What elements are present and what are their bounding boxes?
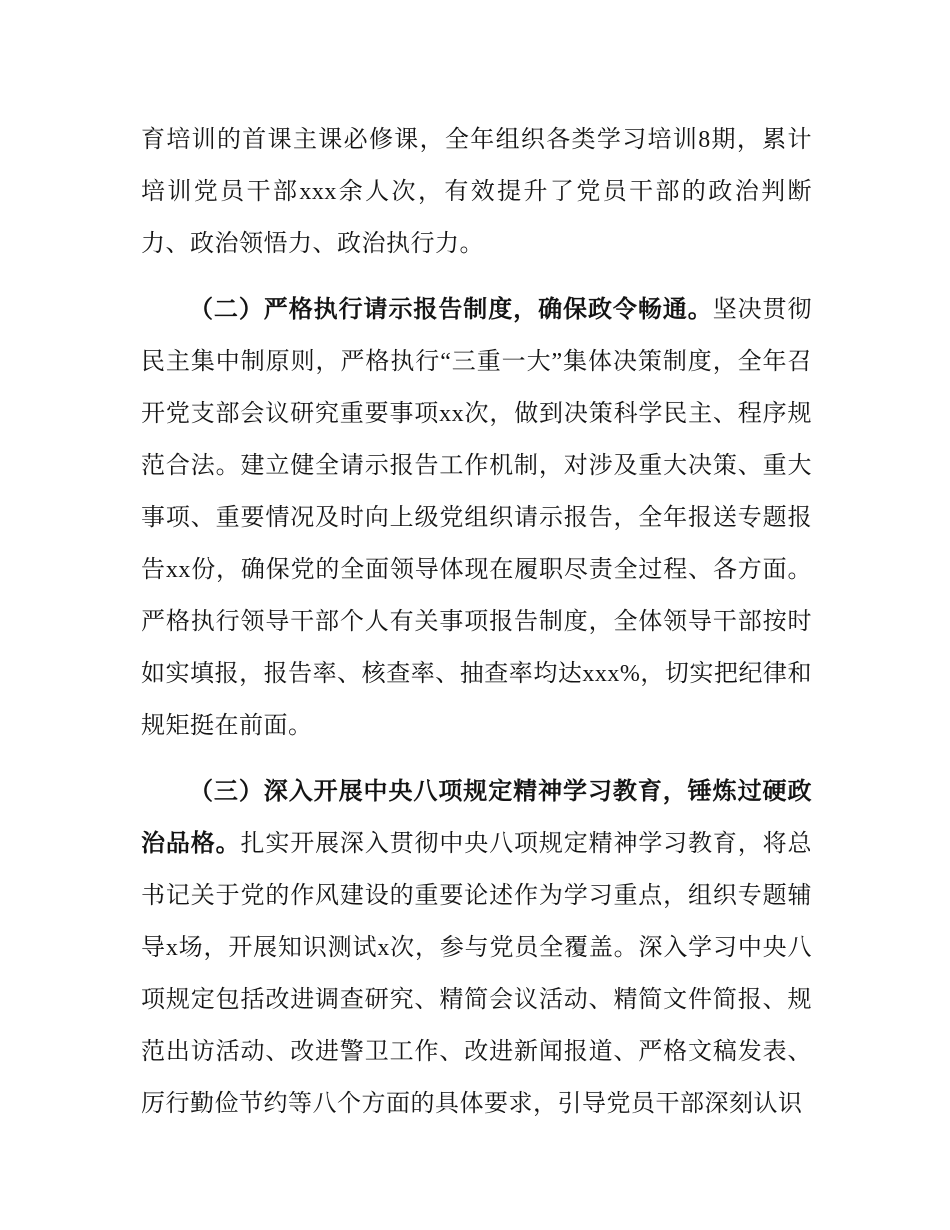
paragraph-section-2 — [141, 284, 812, 752]
paragraph-heading-text: （二）严格执行请示报告制度，确保政令畅通。 — [189, 297, 713, 323]
paragraph-continuation — [141, 114, 812, 270]
paragraph-body-text: 育培训的首课主课必修课，全年组织各类学习培训8期，累计培训党员干部xxx余人次，有效提升了党员干部的政治判断力、政治领悟力、政治执行力。 — [141, 127, 812, 257]
paragraph-body-text: 坚决贯彻民主集中制原则，严格执行“三重一大”集体决策制度，全年召开党支部会议研究重要事项xx次，做到决策科学民主、程序规范合法。建立健全请示报告工作机制，对涉及重大决策、重大事项、重要情况及时向上级党组织请示报告，全年报送专题报告xx份，确保党的全面领导体现在履职尽责全过程、各方面。严格执行领导干部个人有关事项报告制度，全体领导干部按时如实填报，报告率、核查率、抽查率均达xxx%，切实把纪律和规矩挺在前面。 — [141, 297, 812, 739]
paragraph-body-text: 扎实开展深入贯彻中央八项规定精神学习教育，将总书记关于党的作风建设的重要论述作为学习重点，组织专题辅导x场，开展知识测试x次，参与党员全覆盖。深入学习中央八项规定包括改进调查研究、精简会议活动、精简文件简报、规范出访活动、改进警卫工作、改进新闻报道、严格文稿发表、厉行勤俭节约等八个方面的具体要求，引导党员干部深刻认识 — [141, 831, 813, 1117]
paragraph-heading-text: （三）深入开展中央八项规定精神学习教育，锤炼过硬政治品格。 — [141, 779, 812, 857]
paragraph-section-3 — [141, 766, 812, 1130]
